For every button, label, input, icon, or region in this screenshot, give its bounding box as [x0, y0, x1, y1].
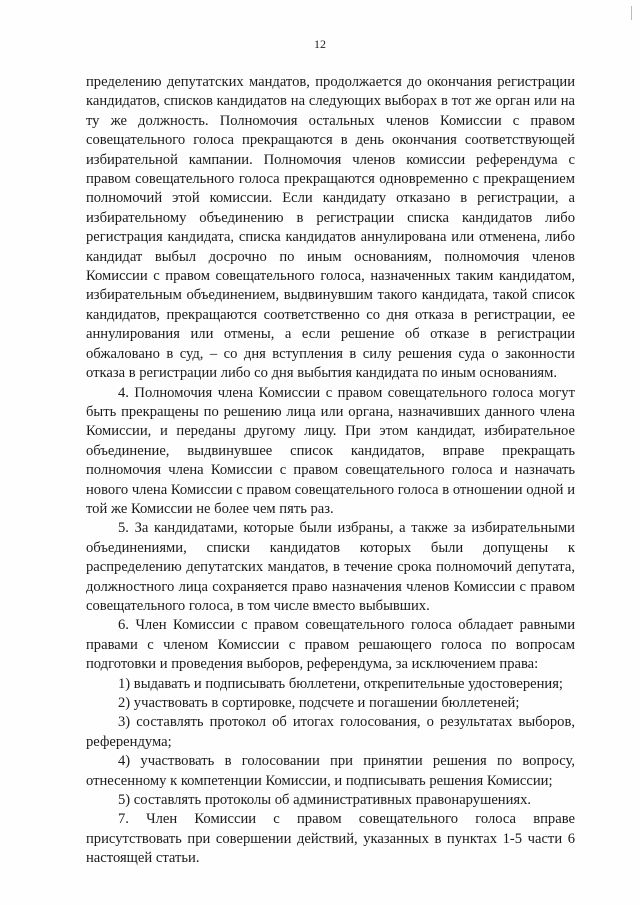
paragraph-item-4: 4. Полномочия члена Комиссии с правом совещательного голоса могут быть прекращены по решению лица или органа, назначивших данного члена Комиссии, и переданы другому лицу. При этом кандидат, избирательное объединение, выдвинувшее список кандидатов, вправе прекращать полномочия члена Комиссии с правом совещательного голоса и назначать нового члена Комиссии с правом совещательного голоса в отношении одной и той же Комиссии не более чем пять раз. — [86, 384, 575, 517]
paragraph-item-6: 6. Член Комиссии с правом совещательного голоса обладает равными правами с членом Комиссии с правом решающего голоса по вопросам подготовки и проведения выборов, референдума, за исключением права: — [86, 617, 575, 673]
page-number: 12 — [314, 37, 326, 51]
subitem-5: 5) составлять протоколы об административных правонарушениях. — [118, 792, 532, 809]
subitem-2: 2) участвовать в сортировке, подсчете и погашении бюллетеней; — [118, 695, 520, 711]
document-body — [86, 73, 575, 869]
scan-mark — [631, 6, 632, 20]
paragraph-item-7: 7. Член Комиссии с правом совещательного голоса вправе присутствовать при совершении действий, указанных в пунктах 1-5 части 6 настоящей статьи. — [86, 811, 575, 867]
subitem-1: 1) выдавать и подписывать бюллетени, открепительные удостоверения; — [118, 675, 563, 692]
subitem-3: 3) составлять протокол об итогах голосования, о результатах выборов, референдума; — [86, 714, 575, 750]
paragraph-continuation: пределению депутатских мандатов, продолжается до окончания регистрации кандидатов, списков кандидатов на следующих выборах в тот же орган или на ту же должность. Полномочия остальных членов Комиссии с правом совещательного голоса прекращаются в день окончания соответствующей избирательной кампании. Полномочия членов комиссии референдума с правом совещательного голоса прекращаются одновременно с прекращением полномочий этой комиссии. Если кандидату отказано в регистрации, а избирательному объединению в регистрации списка кандидатов либо регистрация кандидата, списка кандидатов аннулирована или отменена, либо кандидат выбыл досрочно по иным основаниям, полномочия членов Комиссии с правом совещательного голоса, назначенных таким кандидатом, избирательным объединением, выдвинувшим такого кандидата, такой список кандидатов, прекращаются соответственно со дня отказа в регистрации, ее аннулирования или отмены, а если решение об отказе в регистрации обжаловано в суд, – со дня вступления в силу решения суда о законности отказа в регистрации либо со дня выбытия кандидата по иным основаниям. — [86, 74, 575, 382]
paragraph-item-5: 5. За кандидатами, которые были избраны, а также за избирательными объединениями, списки кандидатов которых были допущены к распределению депутатских мандатов, в течение срока полномочий депутата, должностного лица сохраняется право назначения членов Комиссии с правом совещательного голоса, в том числе вместо выбывших. — [86, 520, 575, 614]
subitem-4: 4) участвовать в голосовании при принятии решения по вопросу, отнесенному к компетенции Комиссии, и подписывать решения Комиссии; — [86, 753, 575, 789]
